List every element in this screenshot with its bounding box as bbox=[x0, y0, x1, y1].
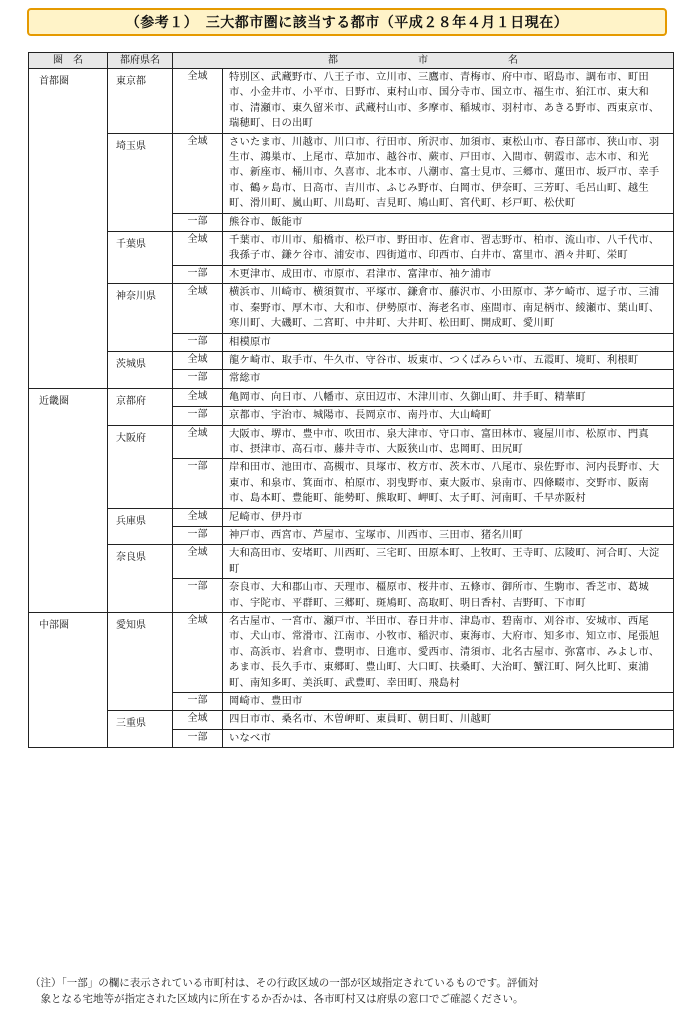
scope-label: 全域 bbox=[173, 388, 223, 406]
scope-label: 全域 bbox=[173, 711, 223, 729]
table-row bbox=[29, 508, 674, 526]
city-list: 京都市、宇治市、城陽市、長岡京市、南丹市、大山崎町 bbox=[223, 407, 674, 425]
city-list: 奈良市、大和郡山市、天理市、橿原市、桜井市、五條市、御所市、生駒市、香芝市、葛城市、宇陀市、平群町、三郷町、斑鳩町、高取町、明日香村、吉野町、下市町 bbox=[223, 579, 674, 613]
scope-label: 全域 bbox=[173, 613, 223, 693]
table-row bbox=[29, 388, 674, 406]
scope-label: 全域 bbox=[173, 545, 223, 579]
area-name: 中部圏 bbox=[29, 613, 108, 748]
city-list: 千葉市、市川市、船橋市、松戸市、野田市、佐倉市、習志野市、柏市、流山市、八千代市、我孫子市、鎌ケ谷市、浦安市、四街道市、印西市、白井市、富里市、酒々井町、栄町 bbox=[223, 232, 674, 266]
city-list: いなべ市 bbox=[223, 729, 674, 747]
table-header-row bbox=[29, 53, 674, 69]
table-row bbox=[29, 545, 674, 579]
footnote-line: （注）「一部」の欄に表示されている市町村は、その行政区域の一部が区域指定されているものです。評価対 bbox=[30, 977, 539, 989]
scope-label: 全域 bbox=[173, 425, 223, 459]
scope-label: 全域 bbox=[173, 133, 223, 213]
city-list: 横浜市、川崎市、横須賀市、平塚市、鎌倉市、藤沢市、小田原市、茅ケ崎市、逗子市、三浦市、秦野市、厚木市、大和市、伊勢原市、海老名市、座間市、南足柄市、綾瀬市、葉山町、寒川町、大磯町、二宮町、中井町、大井町、松田町、開成町、愛川町 bbox=[223, 284, 674, 333]
city-list: 大和高田市、安堵町、川西町、三宅町、田原本町、上牧町、王寺町、広陵町、河合町、大淀町 bbox=[223, 545, 674, 579]
city-list: 尼崎市、伊丹市 bbox=[223, 508, 674, 526]
city-list: 特別区、武蔵野市、八王子市、立川市、三鷹市、青梅市、府中市、昭島市、調布市、町田市、小金井市、小平市、日野市、東村山市、国分寺市、国立市、福生市、狛江市、東大和市、清瀬市、東久留米市、武蔵村山市、多摩市、稲城市、羽村市、あきる野市、西東京市、瑞穂町、日の出町 bbox=[223, 69, 674, 134]
scope-label: 全域 bbox=[173, 69, 223, 134]
scope-label: 一部 bbox=[173, 526, 223, 544]
scope-label: 一部 bbox=[173, 265, 223, 283]
prefecture-name: 埼玉県 bbox=[108, 133, 173, 231]
scope-label: 一部 bbox=[173, 729, 223, 747]
city-list: 大阪市、堺市、豊中市、吹田市、泉大津市、守口市、富田林市、寝屋川市、松原市、門真市、摂津市、高石市、藤井寺市、大阪狭山市、忠岡町、田尻町 bbox=[223, 425, 674, 459]
footnote-line: 象となる宅地等が指定された区域内に所在するか否かは、各市町村又は府県の窓口でご確認ください。 bbox=[30, 993, 524, 1005]
city-list: 名古屋市、一宮市、瀬戸市、半田市、春日井市、津島市、碧南市、刈谷市、安城市、西尾市、犬山市、常滑市、江南市、小牧市、稲沢市、東海市、大府市、知多市、知立市、尾張旭市、高浜市、岩倉市、豊明市、日進市、愛西市、清須市、北名古屋市、弥富市、みよし市、あま市、長久手市、東郷町、豊山町、大口町、扶桑町、大治町、蟹江町、阿久比町、東浦町、南知多町、美浜町、武豊町、幸田町、飛島村 bbox=[223, 613, 674, 693]
scope-label: 全域 bbox=[173, 508, 223, 526]
city-list: 龍ケ崎市、取手市、牛久市、守谷市、坂東市、つくばみらい市、五霞町、境町、利根町 bbox=[223, 351, 674, 369]
scope-label: 全域 bbox=[173, 284, 223, 333]
table-row bbox=[29, 711, 674, 729]
city-list: 岸和田市、池田市、高槻市、貝塚市、枚方市、茨木市、八尾市、泉佐野市、河内長野市、大東市、和泉市、箕面市、柏原市、羽曳野市、東大阪市、泉南市、四條畷市、交野市、阪南市、島本町、豊能町、能勢町、熊取町、岬町、太子町、河南町、千早赤阪村 bbox=[223, 459, 674, 508]
metro-cities-table bbox=[28, 52, 674, 748]
prefecture-name: 京都府 bbox=[108, 388, 173, 425]
scope-label: 一部 bbox=[173, 333, 223, 351]
header-cities: 都 市 名 bbox=[173, 53, 674, 69]
table-row bbox=[29, 133, 674, 213]
title-banner bbox=[27, 8, 667, 36]
scope-label: 全域 bbox=[173, 351, 223, 369]
scope-label: 一部 bbox=[173, 693, 223, 711]
city-list: 常総市 bbox=[223, 370, 674, 388]
prefecture-name: 愛知県 bbox=[108, 613, 173, 711]
table-row bbox=[29, 284, 674, 333]
area-name: 近畿圏 bbox=[29, 388, 108, 612]
table-row bbox=[29, 69, 674, 134]
city-list: さいたま市、川越市、川口市、行田市、所沢市、加須市、東松山市、春日部市、狭山市、羽生市、鴻巣市、上尾市、草加市、越谷市、蕨市、戸田市、入間市、朝霞市、志木市、和光市、新座市、桶川市、久喜市、北本市、八潮市、富士見市、三郷市、蓮田市、坂戸市、幸手市、鶴ヶ島市、日高市、吉川市、ふじみ野市、白岡市、伊奈町、三芳町、毛呂山町、越生町、滑川町、嵐山町、川島町、吉見町、鳩山町、宮代町、杉戸町、松伏町 bbox=[223, 133, 674, 213]
scope-label: 一部 bbox=[173, 370, 223, 388]
prefecture-name: 奈良県 bbox=[108, 545, 173, 613]
table-row bbox=[29, 425, 674, 459]
prefecture-name: 茨城県 bbox=[108, 351, 173, 388]
prefecture-name: 大阪府 bbox=[108, 425, 173, 508]
city-list: 熊谷市、飯能市 bbox=[223, 213, 674, 231]
scope-label: 一部 bbox=[173, 213, 223, 231]
area-name: 首都圏 bbox=[29, 69, 108, 389]
scope-label: 一部 bbox=[173, 579, 223, 613]
city-list: 木更津市、成田市、市原市、君津市、富津市、袖ケ浦市 bbox=[223, 265, 674, 283]
prefecture-name: 東京都 bbox=[108, 69, 173, 134]
prefecture-name: 千葉県 bbox=[108, 232, 173, 284]
scope-label: 全域 bbox=[173, 232, 223, 266]
table-row bbox=[29, 613, 674, 693]
table-row bbox=[29, 232, 674, 266]
table-row bbox=[29, 351, 674, 369]
header-area: 圏 名 bbox=[29, 53, 108, 69]
city-list: 四日市市、桑名市、木曽岬町、東員町、朝日町、川越町 bbox=[223, 711, 674, 729]
page-title: （参考１） 三大都市圏に該当する都市（平成２８年４月１日現在） bbox=[125, 15, 569, 31]
prefecture-name: 三重県 bbox=[108, 711, 173, 748]
footnote bbox=[30, 975, 670, 1007]
city-list: 神戸市、西宮市、芦屋市、宝塚市、川西市、三田市、猪名川町 bbox=[223, 526, 674, 544]
city-list: 相模原市 bbox=[223, 333, 674, 351]
header-pref: 都府県名 bbox=[108, 53, 173, 69]
city-list: 岡崎市、豊田市 bbox=[223, 693, 674, 711]
scope-label: 一部 bbox=[173, 407, 223, 425]
prefecture-name: 兵庫県 bbox=[108, 508, 173, 545]
scope-label: 一部 bbox=[173, 459, 223, 508]
prefecture-name: 神奈川県 bbox=[108, 284, 173, 352]
city-list: 亀岡市、向日市、八幡市、京田辺市、木津川市、久御山町、井手町、精華町 bbox=[223, 388, 674, 406]
